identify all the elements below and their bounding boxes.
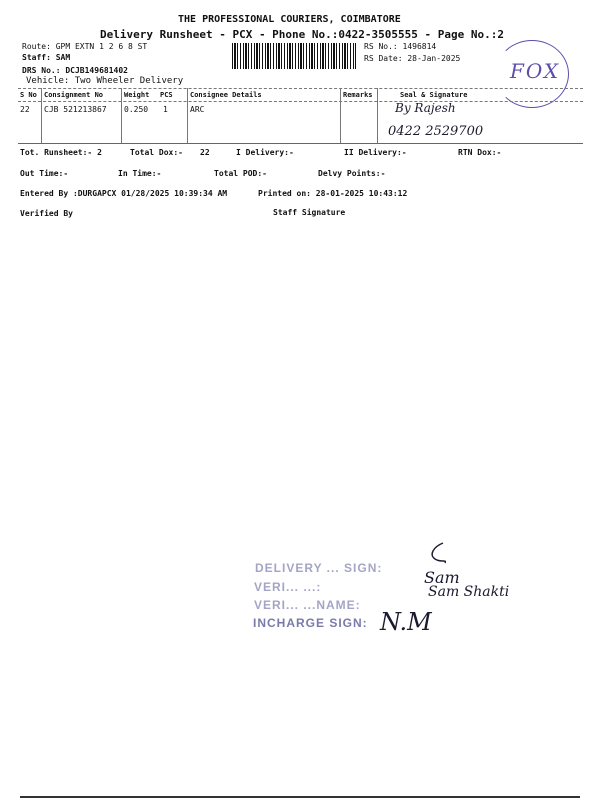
col-divider: [41, 88, 42, 143]
col-divider: [377, 88, 378, 143]
rtn-dox: RTN Dox:-: [458, 148, 502, 157]
company-title: THE PROFESSIONAL COURIERS, COIMBATORE: [178, 14, 401, 25]
stamp-line-verified: VERI... ...:: [254, 580, 322, 594]
table-top-border: [18, 88, 583, 89]
vehicle-text: Vehicle: Two Wheeler Delivery: [26, 76, 184, 86]
stamp-signature-2: Sam: [424, 568, 460, 587]
header-remarks: Remarks: [343, 91, 373, 99]
page-bottom-edge: [20, 796, 580, 798]
fox-stamp: [495, 40, 569, 108]
total-pod: Total POD:-: [214, 169, 267, 178]
route-text: Route: GPM EXTN 1 2 6 8 ST: [22, 42, 148, 51]
total-dox-label: Total Dox:-: [130, 148, 183, 157]
stamp-signature-3: Sam Shakti: [428, 584, 510, 600]
delvy-points: Delvy Points:-: [318, 169, 386, 178]
row-consignment: CJB 521213867: [44, 105, 107, 114]
staff-signature: Staff Signature: [273, 208, 346, 217]
header-pcs: PCS: [160, 91, 173, 99]
staff-text: Staff: SAM: [22, 53, 71, 62]
stamp-signature-4: N.M: [380, 608, 432, 636]
printed-on: Printed on: 28-01-2025 10:43:12: [258, 189, 408, 198]
runsheet-subtitle: Delivery Runsheet - PCX - Phone No.:0422-3505555 - Page No.:2: [100, 28, 504, 41]
header-consignment: Consignment No: [44, 91, 104, 99]
ii-delivery: II Delivery:-: [344, 148, 407, 157]
table-bottom-border: [18, 143, 583, 144]
col-divider: [121, 88, 122, 143]
header-weight: Weight: [124, 91, 150, 99]
entered-by: Entered By :DURGAPCX 01/28/2025 10:39:34 AM: [20, 189, 228, 198]
row-consignee: ARC: [190, 105, 205, 114]
fox-stamp-text: FOX: [510, 59, 561, 83]
rs-number: RS No.: 1496814: [364, 42, 437, 51]
table-header-border: [18, 101, 583, 102]
scribble-icon: [425, 541, 451, 567]
stamp-line-delivery: DELIVERY ... SIGN:: [255, 561, 383, 575]
header-consignee: Consignee Details: [190, 91, 262, 99]
verified-by: Verified By: [20, 209, 73, 218]
stamp-signature-1: [425, 541, 451, 567]
out-time: Out Time:-: [20, 169, 69, 178]
total-dox-value: 22: [200, 148, 210, 157]
tot-runsheet: Tot. Runsheet:- 2: [20, 148, 102, 157]
barcode: [232, 43, 356, 69]
header-seal-signature: Seal & Signature: [400, 91, 468, 99]
col-divider: [340, 88, 341, 143]
header-sno: S No: [20, 91, 37, 99]
stamp-line-verified-name: VERI... ...NAME:: [254, 598, 361, 612]
handwritten-signature: By Rajesh: [395, 101, 456, 115]
row-weight: 0.250: [124, 105, 149, 114]
in-time: In Time:-: [118, 169, 162, 178]
col-divider: [187, 88, 188, 143]
rs-date: RS Date: 28-Jan-2025: [364, 54, 461, 63]
drs-number: DRS No.: DCJB149681402: [22, 66, 128, 75]
i-delivery: I Delivery:-: [236, 148, 294, 157]
row-pcs: 1: [163, 105, 168, 114]
stamp-line-incharge: INCHARGE SIGN:: [253, 616, 368, 630]
handwritten-phone: 0422 2529700: [388, 124, 484, 139]
row-sno: 22: [20, 105, 30, 114]
